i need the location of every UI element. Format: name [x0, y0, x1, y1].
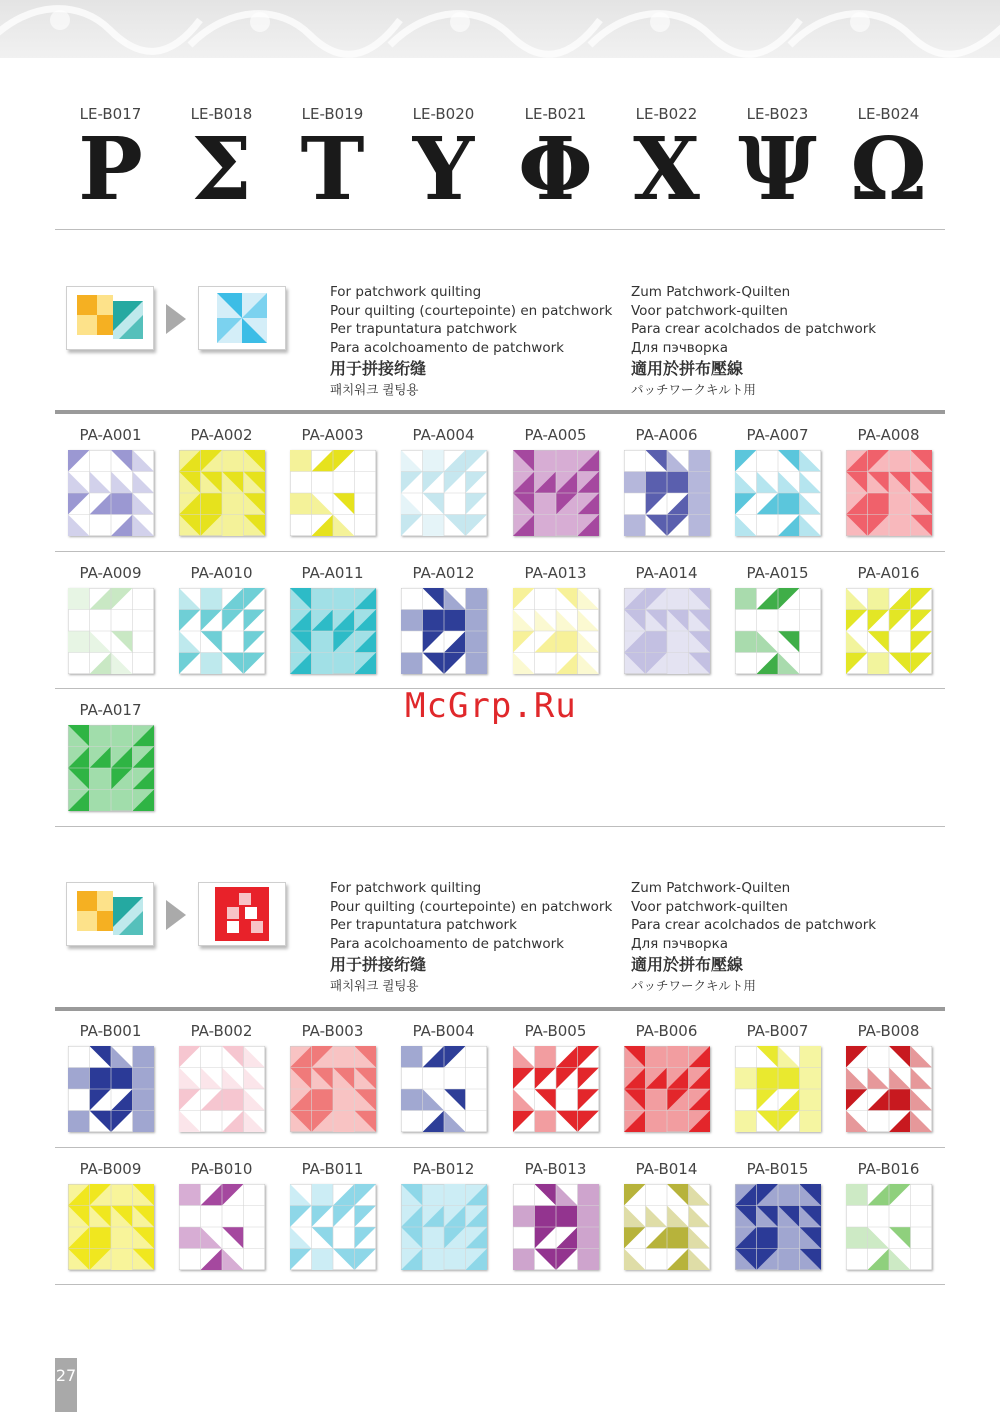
- row-divider: [55, 551, 945, 552]
- pattern-pa-b001[interactable]: [55, 1022, 166, 1044]
- pattern-code: PA-A001: [79, 426, 142, 444]
- pattern-pa-a006[interactable]: [611, 426, 722, 448]
- pattern-pa-b006[interactable]: [611, 1022, 722, 1044]
- pattern-code: PA-A016: [857, 564, 920, 582]
- quilt-block-icon: [735, 450, 821, 536]
- decorative-banner: [0, 0, 1000, 58]
- greek-letter-le-b022: [611, 105, 722, 220]
- quilt-block-icon: [735, 588, 821, 674]
- pattern-code: PA-B012: [412, 1160, 475, 1178]
- pattern-pa-a013[interactable]: [500, 564, 611, 586]
- pattern-pa-b016[interactable]: [833, 1160, 944, 1182]
- section-b-divider: [55, 1007, 945, 1011]
- pattern-code: PA-B010: [190, 1160, 253, 1178]
- letter-glyph: Ρ: [78, 119, 143, 220]
- quilt-block-icon: [68, 725, 154, 811]
- pattern-pa-b004[interactable]: [388, 1022, 499, 1044]
- pattern-pa-b010[interactable]: [166, 1160, 277, 1182]
- pattern-code: PA-A008: [857, 426, 920, 444]
- pattern-code: PA-A006: [635, 426, 698, 444]
- greek-letter-le-b020: [388, 105, 499, 220]
- pattern-pa-b012[interactable]: [388, 1160, 499, 1182]
- quilt-block-icon: [68, 1046, 154, 1132]
- pattern-pa-a001[interactable]: [55, 426, 166, 448]
- quilt-block-icon: [624, 588, 710, 674]
- quilt-block-icon: [179, 1184, 265, 1270]
- pattern-code: PA-A003: [301, 426, 364, 444]
- letter-glyph: Σ: [191, 119, 252, 220]
- quilt-block-icon: [68, 588, 154, 674]
- pattern-code: PA-B007: [746, 1022, 809, 1040]
- pattern-code: PA-B004: [412, 1022, 475, 1040]
- patchwork-result-icon: [198, 882, 286, 946]
- pattern-pa-a015[interactable]: [722, 564, 833, 586]
- quilt-block-icon: [290, 1184, 376, 1270]
- pattern-code: PA-A014: [635, 564, 698, 582]
- section-a-divider: [55, 410, 945, 414]
- pattern-code: PA-B002: [190, 1022, 253, 1040]
- pattern-code: PA-A017: [79, 701, 142, 719]
- pattern-code: PA-A012: [412, 564, 475, 582]
- pattern-code: PA-B014: [635, 1160, 698, 1178]
- quilt-block-icon: [179, 450, 265, 536]
- patchwork-result-icon: [198, 286, 286, 350]
- pattern-pa-a004[interactable]: [388, 426, 499, 448]
- pattern-code: PA-A004: [412, 426, 475, 444]
- pattern-code: PA-A007: [746, 426, 809, 444]
- pattern-code: PA-A002: [190, 426, 253, 444]
- quilt-block-icon: [179, 588, 265, 674]
- pattern-code: PA-A015: [746, 564, 809, 582]
- pattern-pa-a016[interactable]: [833, 564, 944, 586]
- quilt-block-icon: [68, 1184, 154, 1270]
- pattern-pa-b014[interactable]: [611, 1160, 722, 1182]
- greek-letter-le-b023: [722, 105, 833, 220]
- pattern-pa-a005[interactable]: [500, 426, 611, 448]
- pattern-code: PA-A011: [301, 564, 364, 582]
- quilt-block-icon: [513, 1046, 599, 1132]
- letter-code: LE-B023: [746, 105, 809, 123]
- quilt-block-icon: [513, 450, 599, 536]
- pattern-code: PA-A013: [524, 564, 587, 582]
- pattern-code: PA-B016: [857, 1160, 920, 1178]
- letter-code: LE-B022: [635, 105, 698, 123]
- row-divider: [55, 1147, 945, 1148]
- greek-letter-le-b017: [55, 105, 166, 220]
- quilt-block-icon: [401, 588, 487, 674]
- pattern-pa-b007[interactable]: [722, 1022, 833, 1044]
- pattern-pa-a014[interactable]: [611, 564, 722, 586]
- quilt-block-icon: [401, 450, 487, 536]
- pattern-pa-b002[interactable]: [166, 1022, 277, 1044]
- section-b-desc-right: Zum Patchwork-Quilten Voor patchwork-quilten Para crear acolchados de patchwork Для пэчворка 適用於拼布壓線 パッチワークキルト用: [631, 880, 877, 994]
- pattern-pa-b015[interactable]: [722, 1160, 833, 1182]
- quilt-block-icon: [846, 1184, 932, 1270]
- quilt-block-icon: [846, 450, 932, 536]
- pattern-pa-b009[interactable]: [55, 1160, 166, 1182]
- quilt-block-icon: [513, 1184, 599, 1270]
- page-number: 27: [55, 1358, 77, 1412]
- patchwork-source-icon: [66, 286, 154, 350]
- watermark: McGrp.Ru: [405, 686, 577, 726]
- divider: [55, 229, 945, 230]
- greek-letter-le-b021: [500, 105, 611, 220]
- quilt-block-icon: [735, 1184, 821, 1270]
- letter-glyph: Ω: [850, 119, 927, 220]
- pattern-pa-a010[interactable]: [166, 564, 277, 586]
- pattern-code: PA-B013: [524, 1160, 587, 1178]
- quilt-block-icon: [846, 588, 932, 674]
- greek-letter-le-b024: [833, 105, 944, 220]
- pattern-pa-a002[interactable]: [166, 426, 277, 448]
- quilt-block-icon: [290, 450, 376, 536]
- letter-glyph: Φ: [518, 119, 593, 220]
- quilt-block-icon: [179, 1046, 265, 1132]
- pattern-code: PA-B005: [524, 1022, 587, 1040]
- quilt-block-icon: [846, 1046, 932, 1132]
- pattern-pa-b011[interactable]: [277, 1160, 388, 1182]
- section-b-desc-left: For patchwork quilting Pour quilting (courtepointe) en patchwork Per trapuntatura patchwork Para acolchoamento de patchwork 用于拼接绗缝 패치워크 퀼팅용: [330, 880, 613, 994]
- pattern-pa-a017[interactable]: [55, 701, 166, 723]
- pattern-code: PA-B001: [79, 1022, 142, 1040]
- quilt-block-icon: [290, 1046, 376, 1132]
- greek-letter-le-b018: [166, 105, 277, 220]
- pattern-code: PA-B008: [857, 1022, 920, 1040]
- letter-code: LE-B020: [412, 105, 475, 123]
- letter-code: LE-B019: [301, 105, 364, 123]
- quilt-block-icon: [624, 450, 710, 536]
- letter-code: LE-B018: [190, 105, 253, 123]
- letter-glyph: Τ: [300, 119, 365, 220]
- pattern-pa-b005[interactable]: [500, 1022, 611, 1044]
- row-divider: [55, 1284, 945, 1285]
- quilt-block-icon: [290, 588, 376, 674]
- pattern-pa-a009[interactable]: [55, 564, 166, 586]
- patchwork-source-icon: [66, 882, 154, 946]
- pattern-code: PA-B003: [301, 1022, 364, 1040]
- letter-code: LE-B017: [79, 105, 142, 123]
- quilt-block-icon: [735, 1046, 821, 1132]
- quilt-block-icon: [513, 588, 599, 674]
- letter-glyph: Χ: [633, 119, 700, 220]
- letter-glyph: Υ: [412, 119, 475, 220]
- pattern-code: PA-B015: [746, 1160, 809, 1178]
- pattern-code: PA-B009: [79, 1160, 142, 1178]
- pattern-code: PA-A009: [79, 564, 142, 582]
- pattern-pa-a011[interactable]: [277, 564, 388, 586]
- pattern-pa-a007[interactable]: [722, 426, 833, 448]
- arrow-right-icon: [166, 304, 186, 334]
- quilt-block-icon: [401, 1046, 487, 1132]
- section-a-desc-left: For patchwork quilting Pour quilting (courtepointe) en patchwork Per trapuntatura patchwork Para acolchoamento de patchwork 用于拼接绗缝 패치워크 퀼팅용: [330, 284, 613, 398]
- quilt-block-icon: [624, 1046, 710, 1132]
- pattern-pa-a003[interactable]: [277, 426, 388, 448]
- pattern-code: PA-A010: [190, 564, 253, 582]
- pattern-code: PA-A005: [524, 426, 587, 444]
- pattern-pa-b003[interactable]: [277, 1022, 388, 1044]
- letter-code: LE-B024: [857, 105, 920, 123]
- quilt-block-icon: [68, 450, 154, 536]
- row-divider: [55, 826, 945, 827]
- greek-letter-le-b019: [277, 105, 388, 220]
- letter-glyph: Ψ: [738, 119, 817, 220]
- quilt-block-icon: [401, 1184, 487, 1270]
- pattern-pa-b008[interactable]: [833, 1022, 944, 1044]
- pattern-pa-a008[interactable]: [833, 426, 944, 448]
- arrow-right-icon: [166, 900, 186, 930]
- pattern-code: PA-B006: [635, 1022, 698, 1040]
- pattern-pa-a012[interactable]: [388, 564, 499, 586]
- quilt-block-icon: [624, 1184, 710, 1270]
- pattern-pa-b013[interactable]: [500, 1160, 611, 1182]
- pattern-code: PA-B011: [301, 1160, 364, 1178]
- letter-code: LE-B021: [524, 105, 587, 123]
- section-a-desc-right: Zum Patchwork-Quilten Voor patchwork-quilten Para crear acolchados de patchwork Для пэчворка 適用於拼布壓線 パッチワークキルト用: [631, 284, 877, 398]
